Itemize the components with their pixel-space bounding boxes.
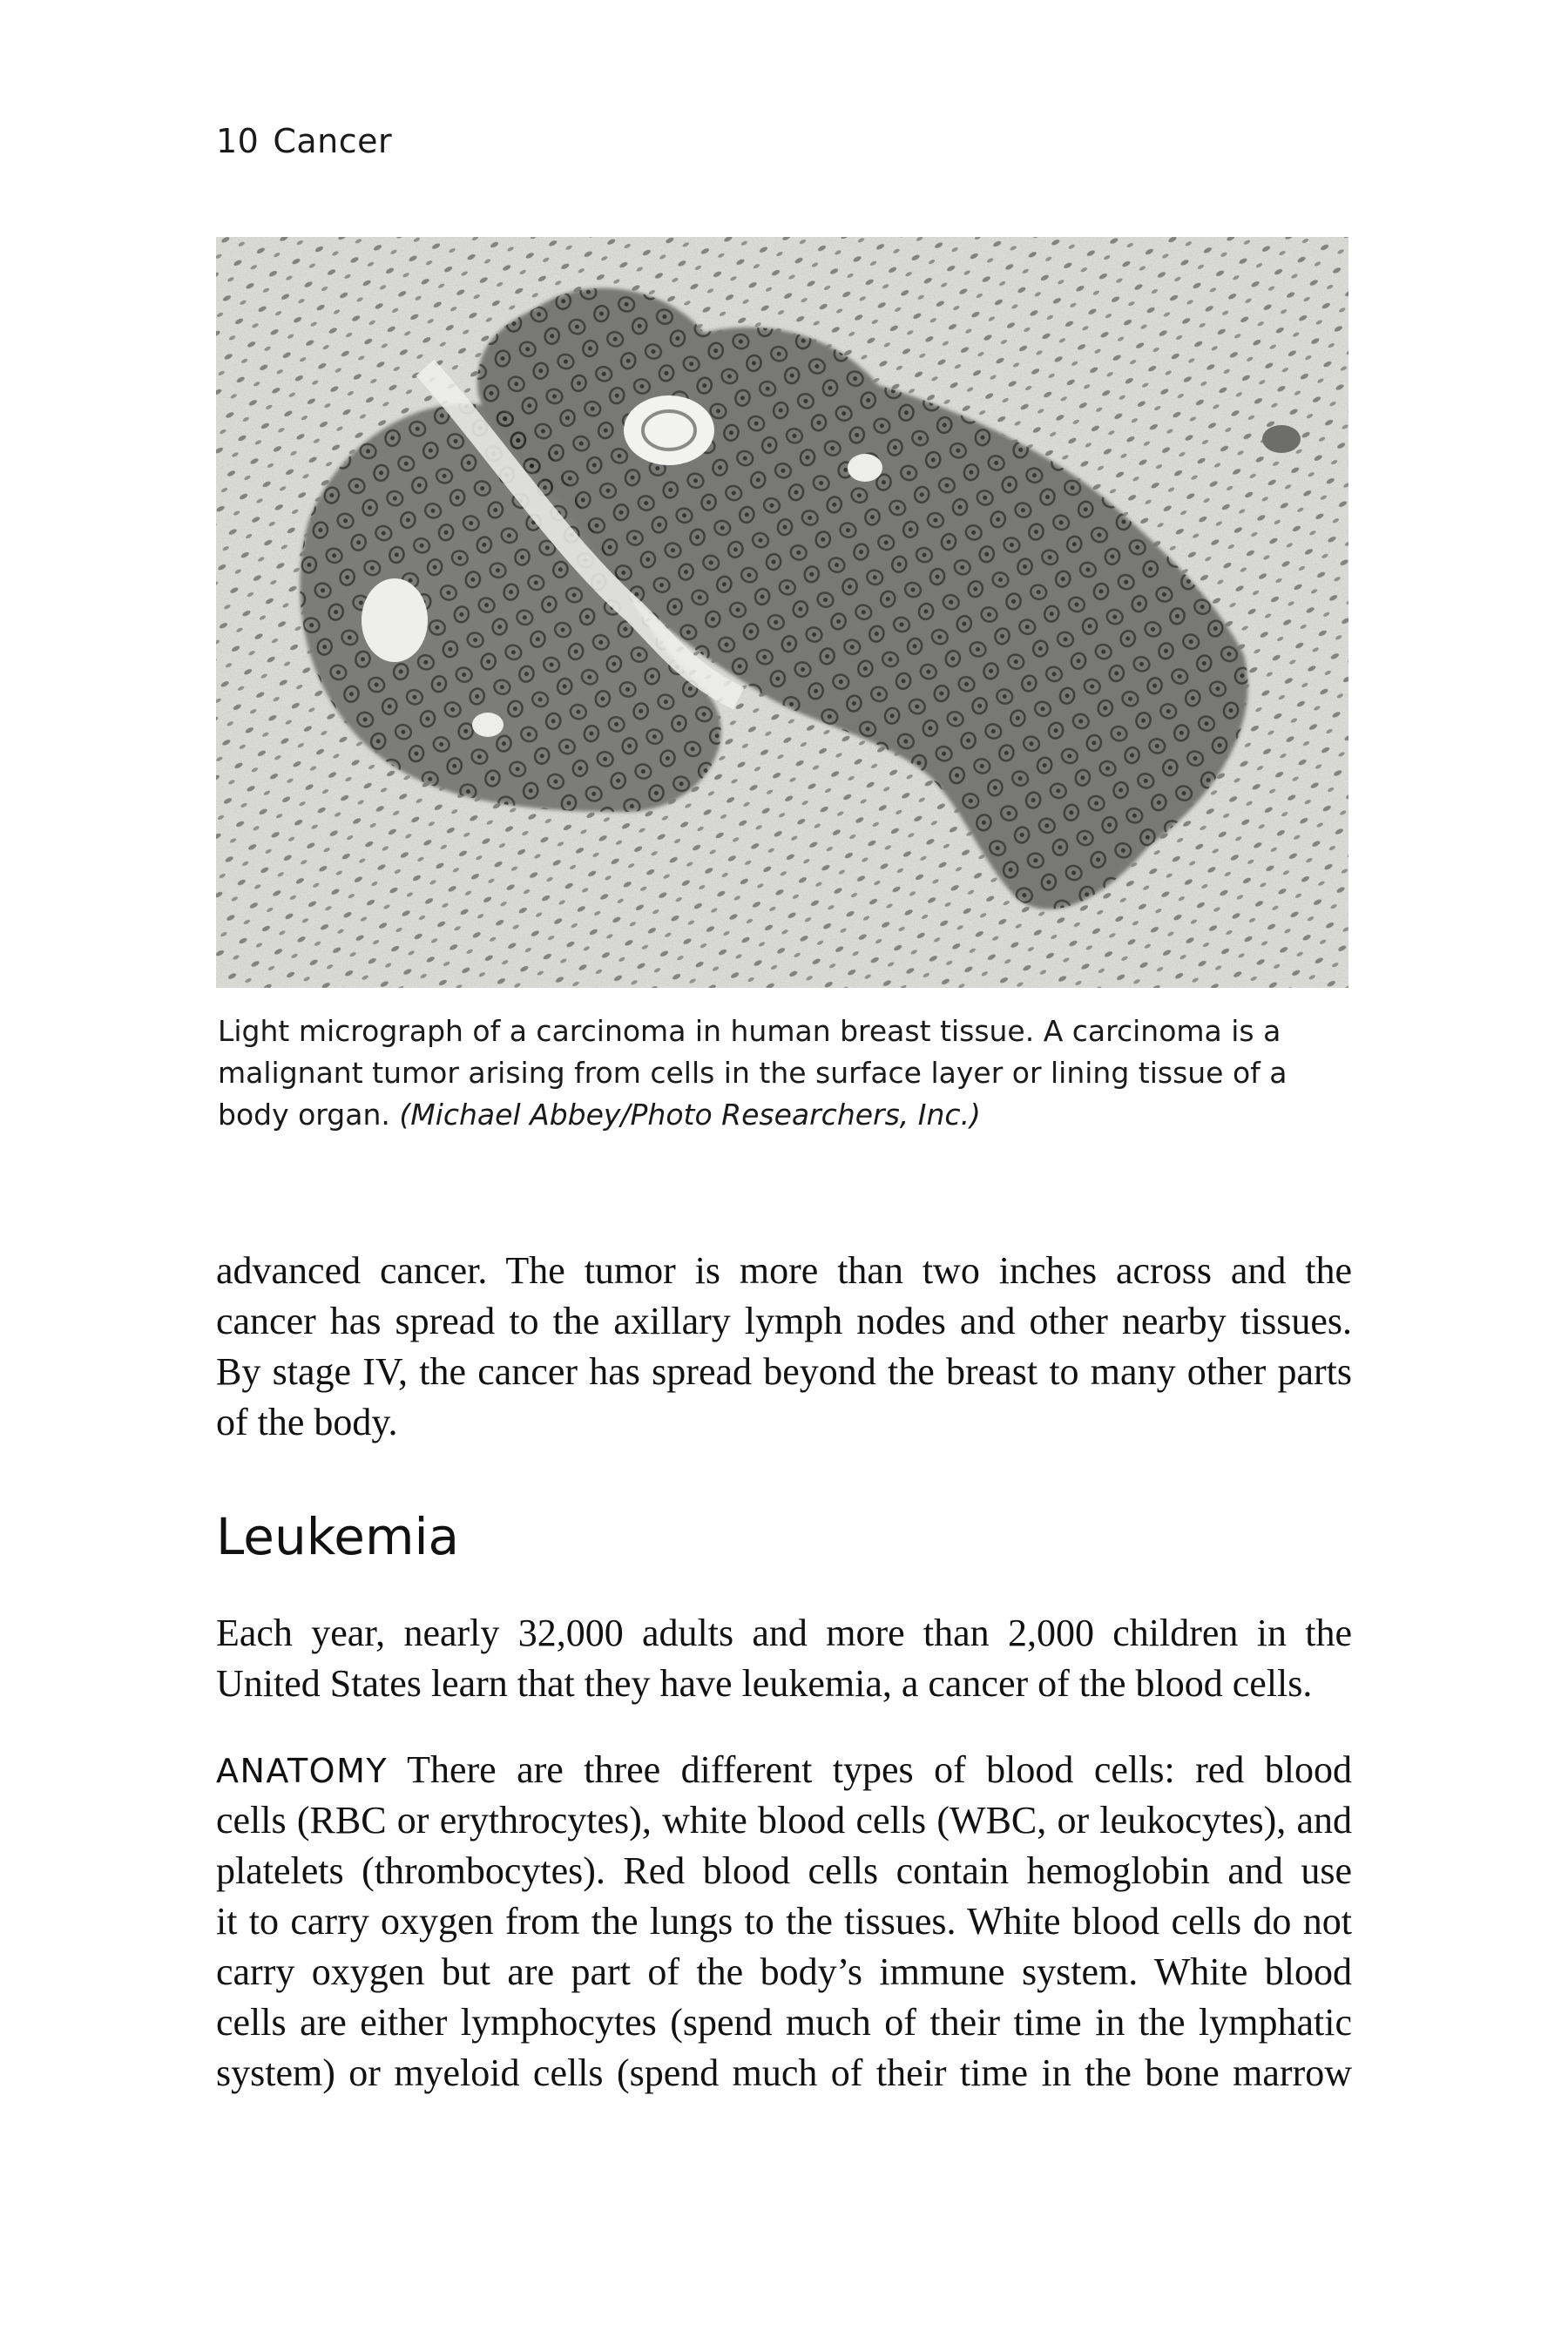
text-line <box>216 1745 1352 1795</box>
text-line: cells (RBC or erythrocytes), white blood cells (WBC, or leukocytes), and <box>216 1799 1352 1842</box>
chapter-title: Cancer <box>273 122 393 160</box>
running-head <box>216 122 392 160</box>
paragraph-leukemia-intro <box>216 1608 1352 1709</box>
text-line: of the body. <box>216 1401 398 1443</box>
paragraph-anatomy <box>216 1745 1352 2099</box>
text-line: it to carry oxygen from the lungs to the tissues. White blood cells do not <box>216 1900 1352 1943</box>
text-line-content: There are three different types of blood cells: red blood <box>407 1748 1352 1791</box>
text-line: cells are either lymphocytes (spend much of their time in the lymphatic <box>216 2001 1352 2044</box>
micrograph-figure <box>216 237 1348 988</box>
text-line: advanced cancer. The tumor is more than two inches across and the <box>216 1249 1352 1292</box>
text-line: carry oxygen but are part of the body’s immune system. White blood <box>216 1950 1352 1993</box>
caption-line: malignant tumor arising from cells in the surface layer or lining tissue of a <box>218 1056 1288 1090</box>
caption-line: Light micrograph of a carcinoma in human breast tissue. A carcinoma is a <box>218 1014 1281 1048</box>
text-line: platelets (thrombocytes). Red blood cells contain hemoglobin and use <box>216 1849 1352 1892</box>
page-number: 10 <box>216 122 260 160</box>
carcinoma-micrograph-image <box>216 237 1348 988</box>
text-line: By stage IV, the cancer has spread beyond the breast to many other parts <box>216 1350 1352 1393</box>
figure-caption <box>218 1010 1350 1136</box>
paragraph-staging <box>216 1246 1352 1448</box>
photo-credit: (Michael Abbey/Photo Researchers, Inc.) <box>399 1098 981 1132</box>
text-line: cancer has spread to the axillary lymph nodes and other nearby tissues. <box>216 1300 1352 1342</box>
text-line: system) or myeloid cells (spend much of their time in the bone marrow <box>216 2051 1352 2094</box>
text-line: United States learn that they have leukemia, a cancer of the blood cells. <box>216 1662 1313 1705</box>
run-in-heading-anatomy: ANATOMY <box>216 1752 389 1790</box>
section-heading-leukemia: Leukemia <box>216 1507 460 1566</box>
caption-line <box>218 1094 1350 1136</box>
caption-text: body organ. <box>218 1098 390 1132</box>
text-line: Each year, nearly 32,000 adults and more than 2,000 children in the <box>216 1612 1352 1654</box>
